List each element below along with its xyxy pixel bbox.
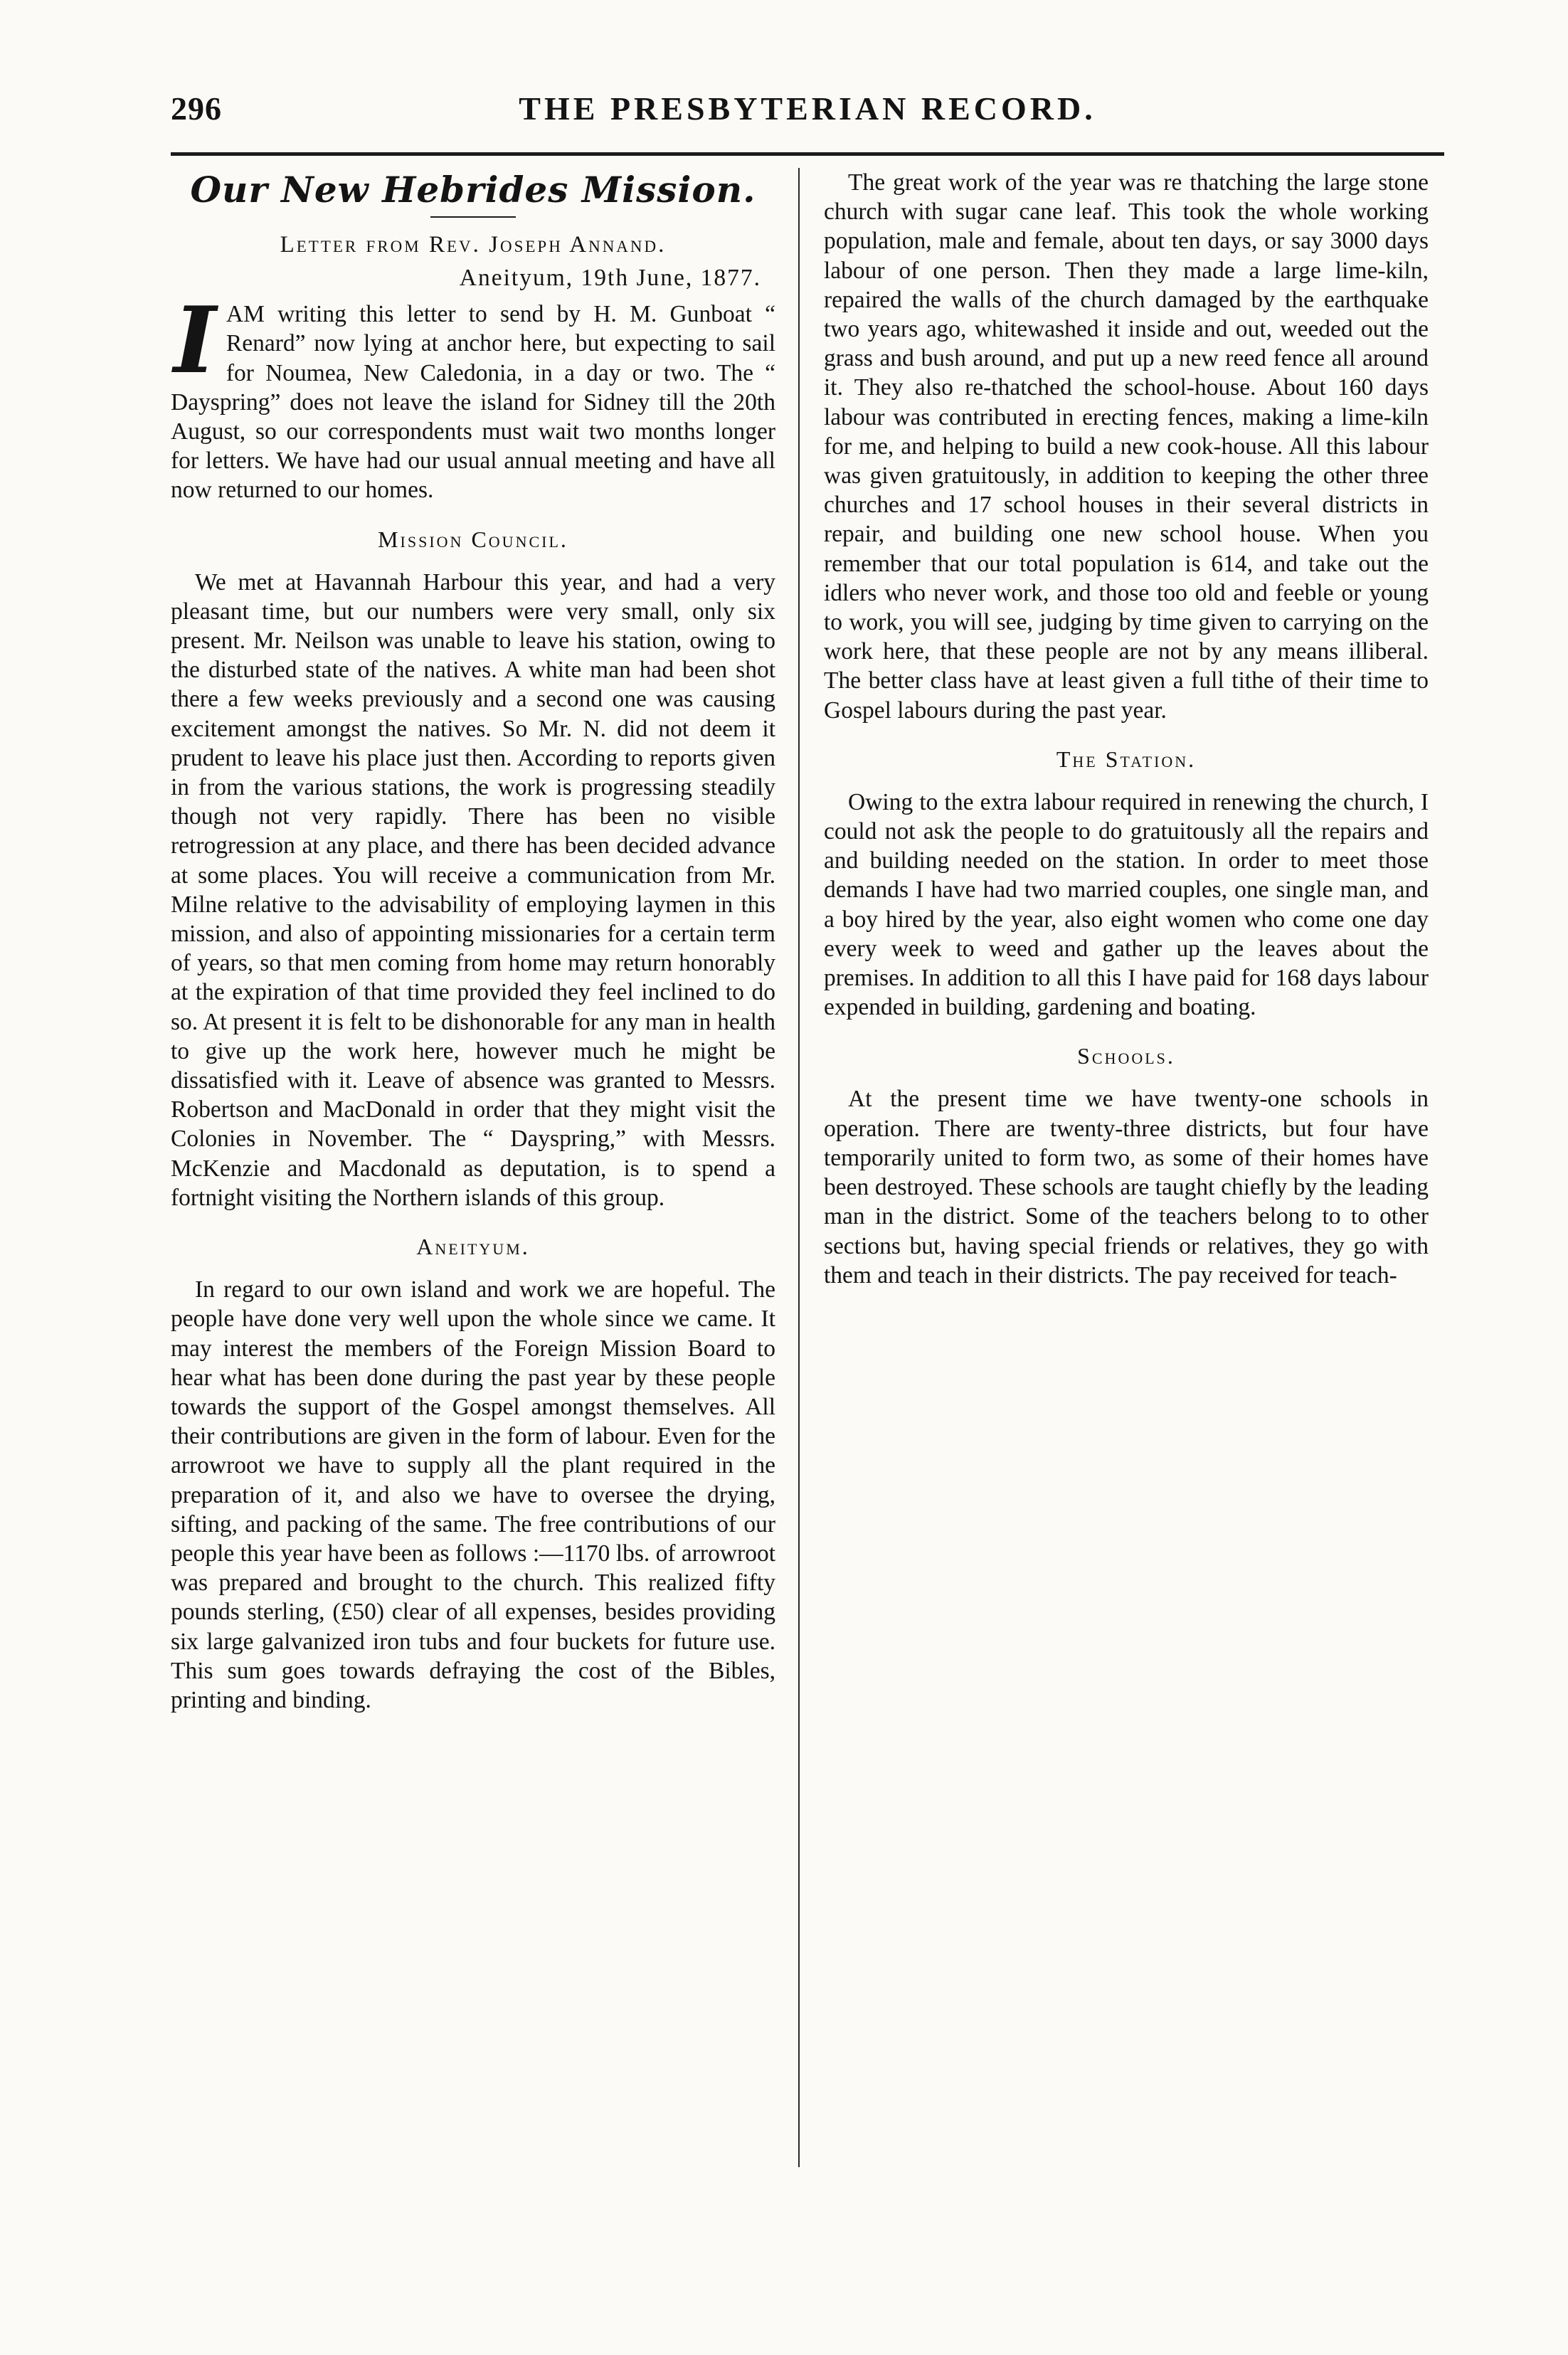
section-heading-station: The Station.	[1056, 746, 1197, 772]
right-column	[824, 168, 1429, 1290]
paragraph-schools: At the present time we have twenty-one schools in operation. There are twenty-three districts, but four have temporarily united to form two, as some of their homes have been destroyed. These schools are taught chiefly by the leading man in the district. Some of the teachers belong to to other sections but, having special friends or relatives, they go with them and teach in their districts. The pay received for teach-	[824, 1086, 1429, 1288]
intro-paragraph	[171, 287, 775, 504]
drop-cap: I	[174, 287, 216, 395]
section-heading-mission-council: Mission Council.	[378, 526, 568, 552]
dateline: Aneityum, 19th June, 1877.	[459, 265, 761, 291]
page-number: 296	[171, 90, 222, 127]
section-heading-aneityum: Aneityum.	[416, 1234, 530, 1260]
intro-text: AM writing this letter to send by H. M. Gunboat “ Renard” now lying at anchor here, but expecting to sail for Noumea, New Caledonia, in a day or two. The “ Dayspring” does not leave the island for Sidney till the 20th August, so our correspondents must wait two months longer for letters. We have had our usual annual meeting and have all now returned to our homes.	[171, 301, 775, 504]
column-divider	[798, 168, 800, 2167]
page-header	[171, 90, 1444, 147]
title-rule	[430, 216, 516, 218]
paragraph-mission-council: We met at Havannah Harbour this year, and had a very pleasant time, but our numbers were very small, only six present. Mr. Neilson was unable to leave his station, owing to the disturbed state of the natives. A white man had been shot there a few weeks previously and a second one was causing excitement amongst the natives. So Mr. N. did not deem it prudent to leave his place just then. According to reports given in from the various stations, the work is progressing steadily though not very rapidly. There has been no visible retrogression at any place, and there has been decided advance at some places. You will receive a communication from Mr. Milne relative to the advisability of employing laymen in this mission, and also of appointing missionaries for a certain term of years, so that men coming from home may return honorably at the expiration of that time provided they feel inclined to do so. At present it is felt to be dishonorable for any man in health to give up the work here, however much he might be dissatisfied with it. Leave of absence was granted to Messrs. Robertson and MacDonald in order that they might visit the Colonies in November. The “ Dayspring,” with Messrs. McKenzie and Macdonald as deputation, is to spend a fortnight visiting the Northern islands of this group.	[171, 568, 775, 1211]
header-rule	[171, 152, 1444, 156]
paragraph-station: Owing to the extra labour required in renewing the church, I could not ask the people to do gratuitously all the repairs and and building needed on the station. In order to meet those demands I have had two married couples, one single man, and a boy hired by the year, also eight women who come one day every week to weed and gather up the leaves about the premises. In addition to all this I have paid for 168 days labour expended in building, gardening and boating.	[824, 788, 1429, 1021]
section-heading-schools: Schools.	[1077, 1043, 1175, 1069]
byline: Letter from Rev. Joseph Annand.	[280, 232, 667, 258]
article-title: Our New Hebrides Mission.	[190, 169, 756, 211]
journal-title: THE PRESBYTERIAN RECORD.	[519, 90, 1096, 127]
left-column	[171, 168, 775, 1715]
paragraph-aneityum-1: In regard to our own island and work we are hopeful. The people have done very well upon the whole since we came. It may interest the members of the Foreign Mission Board to hear what has been done during the past year by these people towards the support of the Gospel amongst themselves. All their contributions are given in the form of labour. Even for the arrowroot we have to supply all the plant required in the preparation of it, and also we have to oversee the drying, sifting, and packing of the same. The free contributions of our people this year have been as follows :—1170 lbs. of arrowroot was prepared and brought to the church. This realized fifty pounds sterling, (£50) clear of all expenses, besides providing six large galvanized iron tubs and four buckets for future use. This sum goes towards defraying the cost of the Bibles, printing and binding.	[171, 1276, 775, 1713]
paragraph-aneityum-2: The great work of the year was re thatching the large stone church with sugar cane leaf. This took the whole working population, male and female, about ten days, or say 3000 days labour of one person. Then they made a large lime-kiln, repaired the walls of the church damaged by the earthquake two years ago, whitewashed it inside and out, weeded out the grass and bush around, and put up a new reed fence all around it. They also re-thatched the school-house. About 160 days labour was contributed in erecting fences, making a lime-kiln for me, and helping to build a new cook-house. All this labour was given gratuitously, in addition to keeping the other three churches and 17 school houses in their several districts in repair, and building one new school house. When you remember that our total population is 614, and take out the idlers who never work, and those too old and feeble or young to work, you will see, judging by time given to carrying on the work here, that these people are not by any means illiberal. The better class have at least given a full tithe of their time to Gospel labours during the past year.	[824, 169, 1429, 724]
